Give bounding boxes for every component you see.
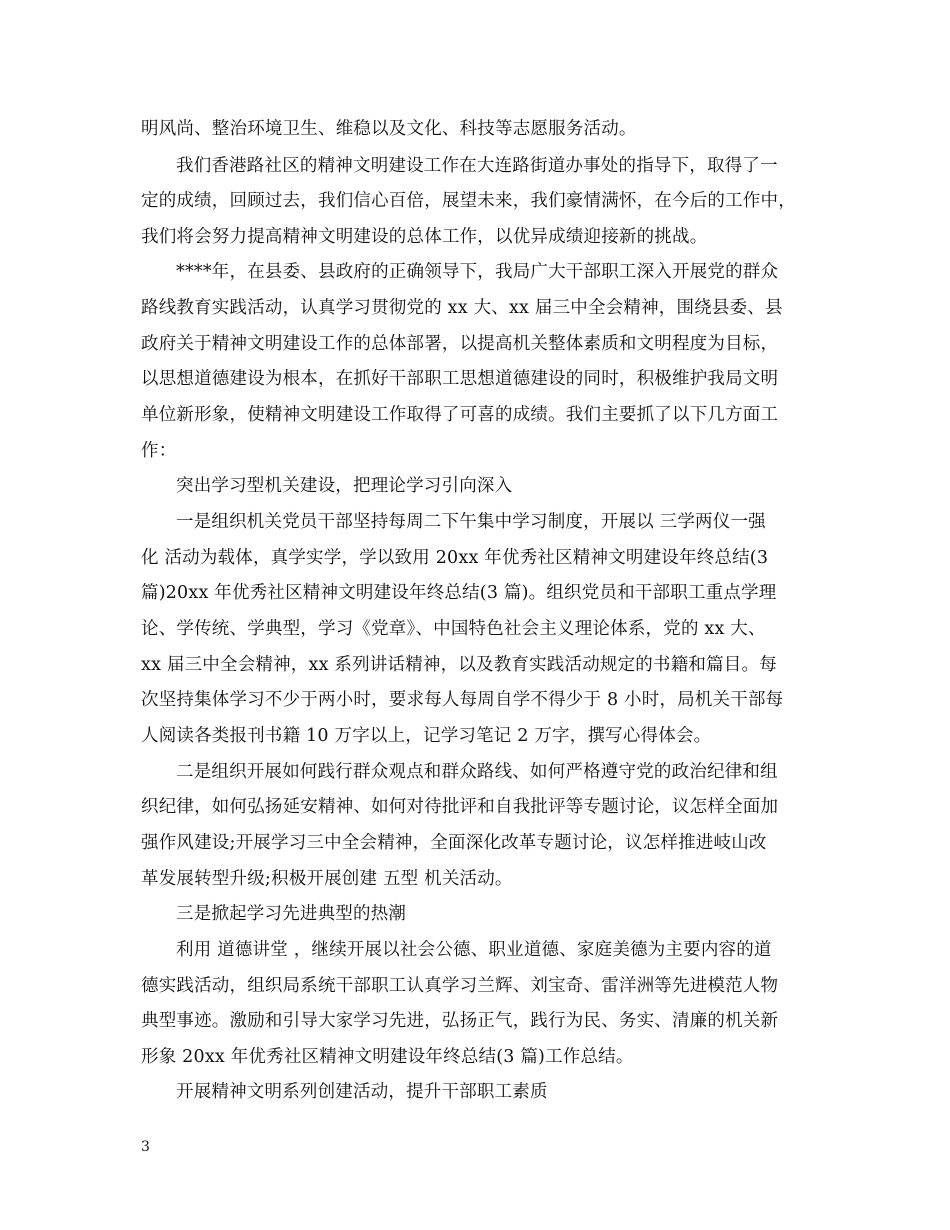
text-line: 二是组织开展如何践行群众观点和群众路线、如何严格遵守党的政治纪律和组 <box>176 762 778 782</box>
text-line: 德实践活动，组织局系统干部职工认真学习兰辉、刘宝奇、雷洋洲等先进模范人物 <box>141 976 779 996</box>
text-line: 化 活动为载体，真学实学，学以致用 20xx 年优秀社区精神文明建设年终总结(3 <box>141 548 769 568</box>
text-line: 强作风建设;开展学习三中全会精神，全面深化改革专题讨论，议怎样推进岐山改 <box>141 833 767 853</box>
text-line: 革发展转型升级;积极开展创建 五型 机关活动。 <box>141 869 513 889</box>
text-line: 定的成绩，回顾过去，我们信心百倍，展望未来，我们豪情满怀，在今后的工作中， <box>141 191 796 211</box>
text-line: 篇)20xx 年优秀社区精神文明建设年终总结(3 篇)。组织党员和干部职工重点学理 <box>141 583 777 603</box>
text-line: 典型事迹。激励和引导大家学习先进，弘扬正气，践行为民、务实、清廉的机关新 <box>141 1011 779 1031</box>
text-line: 作： <box>141 441 177 461</box>
text-line: 论、学传统、学典型，学习《党章》、中国特色社会主义理论体系，党的 xx 大、 <box>141 619 766 639</box>
text-line: 织纪律，如何弘扬延安精神、如何对待批评和自我批评等专题讨论，议怎样全面加 <box>141 797 779 817</box>
text-line: 人阅读各类报刊书籍 10 万字以上，记学习笔记 2 万字，撰写心得体会。 <box>141 726 712 746</box>
text-line: 利用 道德讲堂 ，继续开展以社会公德、职业道德、家庭美德为主要内容的道 <box>176 940 772 960</box>
text-line: ****年，在县委、县政府的正确领导下，我局广大干部职工深入开展党的群众 <box>176 262 779 282</box>
text-line: 次坚持集体学习不少于两小时，要求每人每周自学不得少于 8 小时，局机关干部每 <box>141 690 784 710</box>
section-heading: 三是掀起学习先进典型的热潮 <box>176 904 407 924</box>
text-line: 以思想道德建设为根本，在抓好干部职工思想道德建设的同时，积极维护我局文明 <box>141 369 779 389</box>
text-line: 形象 20xx 年优秀社区精神文明建设年终总结(3 篇)工作总结。 <box>141 1047 634 1067</box>
text-line: xx 届三中全会精神，xx 系列讲话精神，以及教育实践活动规定的书籍和篇目。每 <box>141 655 777 675</box>
text-line: 单位新形象，使精神文明建设工作取得了可喜的成绩。我们主要抓了以下几方面工 <box>141 405 779 425</box>
text-line: 政府关于精神文明建设工作的总体部署，以提高机关整体素质和文明程度为目标， <box>141 334 779 354</box>
text-line: 明风尚、整治环境卫生、维稳以及文化、科技等志愿服务活动。 <box>141 119 637 139</box>
text-line: 路线教育实践活动，认真学习贯彻党的 xx 大、xx 届三中全会精神，围绕县委、县 <box>141 298 783 318</box>
section-heading: 开展精神文明系列创建活动，提升干部职工素质 <box>176 1082 548 1102</box>
text-line: 我们将会努力提高精神文明建设的总体工作，以优异成绩迎接新的挑战。 <box>141 227 708 247</box>
text-line: 一是组织机关党员干部坚持每周二下午集中学习制度，开展以 三学两仪一强 <box>176 512 766 532</box>
page-number: 3 <box>141 1139 150 1155</box>
section-heading: 突出学习型机关建设，把理论学习引向深入 <box>176 476 513 496</box>
text-line: 我们香港路社区的精神文明建设工作在大连路街道办事处的指导下，取得了一 <box>176 156 778 176</box>
